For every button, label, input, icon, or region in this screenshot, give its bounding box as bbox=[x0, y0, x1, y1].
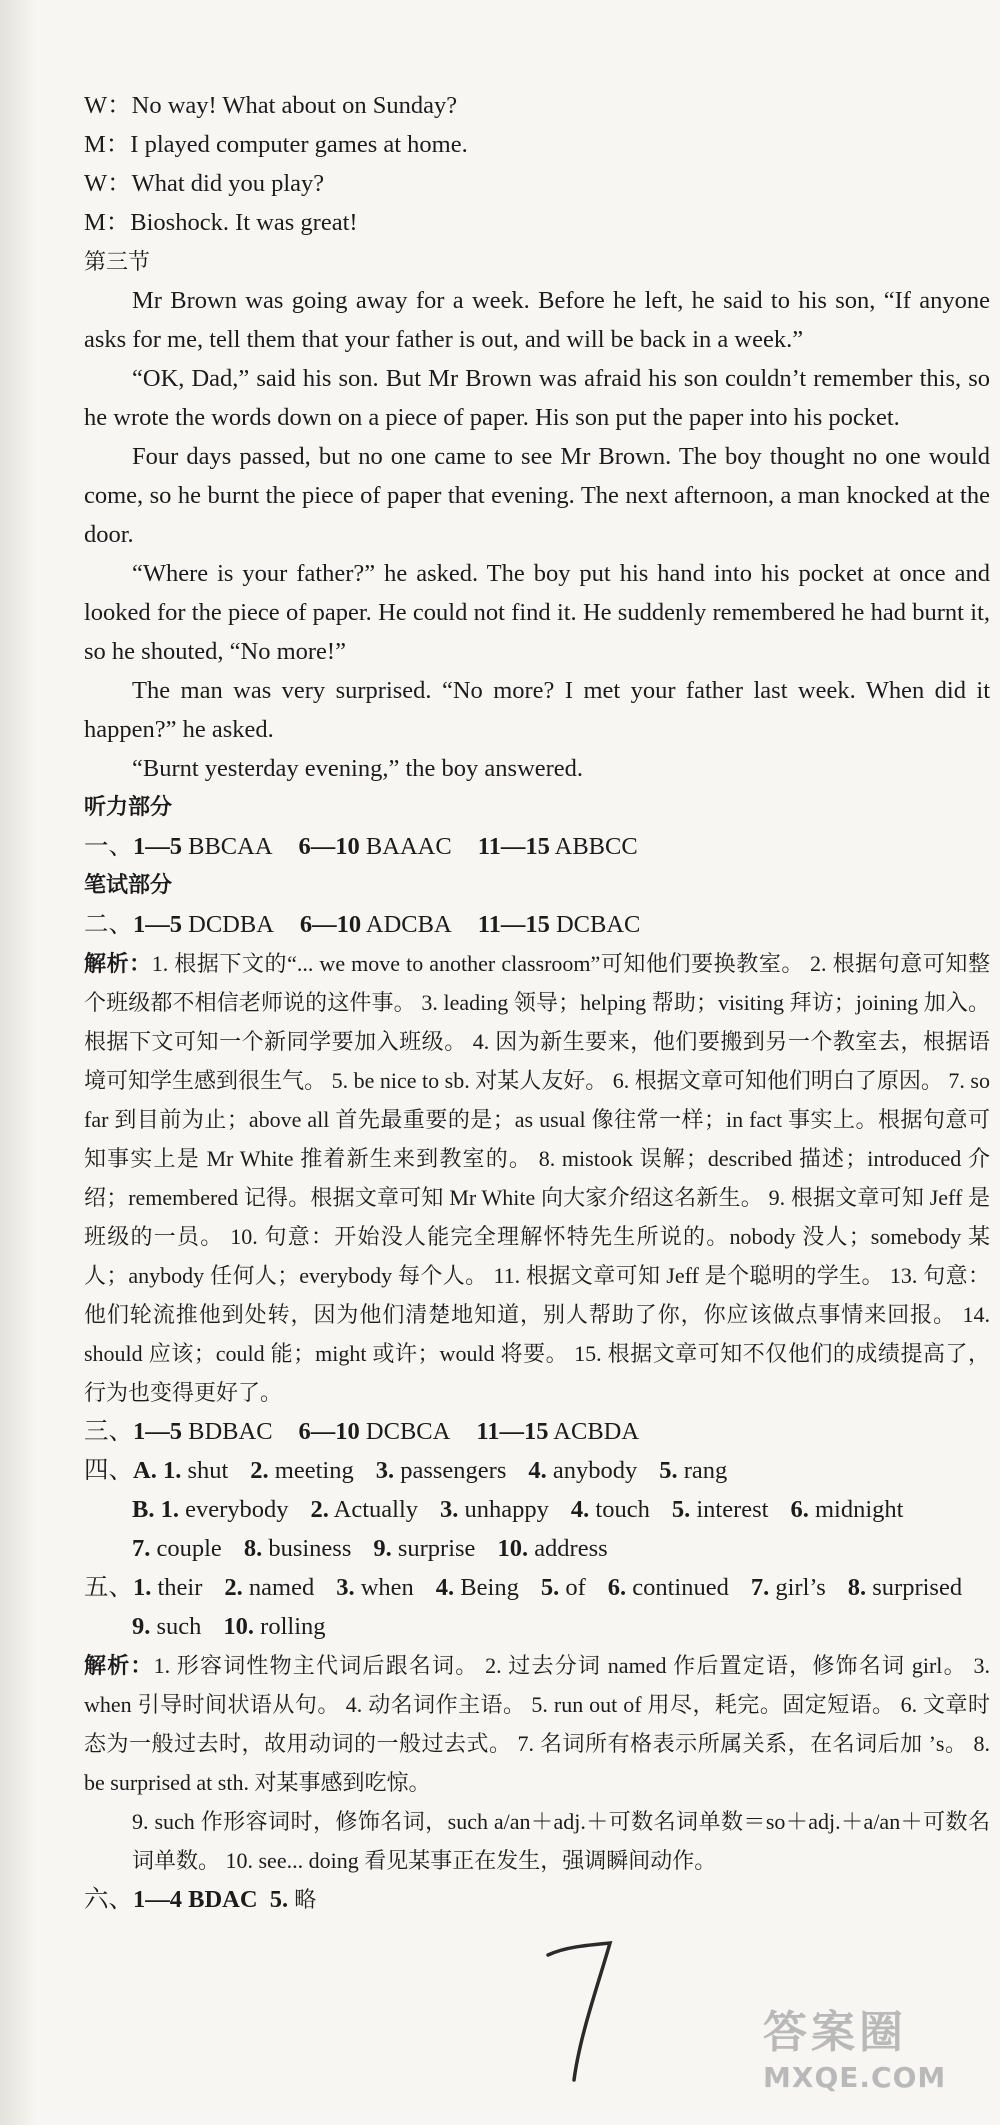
analysis-text: 9. such 作形容词时，修饰名词，such a/an＋adj.＋可数名词单数＝so＋adj.＋a/an＋可数名词单数。 10. see... doing 看见某事正在发生，强调瞬间动作。 bbox=[132, 1809, 990, 1873]
answer-prefix: 二、 bbox=[84, 911, 133, 938]
answer-prefix: 四、 bbox=[84, 1457, 133, 1484]
story-paragraph: “Burnt yesterday evening,” the boy answered. bbox=[132, 755, 584, 782]
dialogue-line: M：I played computer games at home. bbox=[84, 131, 468, 158]
analysis-label: 解析： bbox=[84, 951, 152, 976]
story-paragraph: “OK, Dad,” said his son. But Mr Brown was afraid his son couldn’t remember this, so he wrote the words down on a piece of paper. His son put the paper into his pocket. bbox=[84, 365, 990, 431]
listening-heading: 听力部分 bbox=[84, 795, 173, 820]
vocab-item: 3. unhappy bbox=[440, 1496, 549, 1523]
section5-row2 bbox=[84, 1607, 990, 1646]
analysis-text: 1. 根据下文的“... we move to another classroom”可知他们要换教室。 2. 根据句意可知整个班级都不相信老师说的这件事。 3. leading 领导；helping 帮助；visiting 拜访；joining 加入。根据下文可知一个新同学要加入班级。 4. 因为新生要来，他们要搬到另一个教室去，根据语境可知学生感到很生气。 5. be nice to sb. 对某人友好。 6. 根据文章可知他们明白了原因。 7. so far 到目前为止；above all 首先最重要的是；as usual 像往常一样；in fact 事实上。根据句意可知事实上是 Mr White 推着新生来到教室的。 8. mistook 误解；described 描述；introduced 介绍；remembered 记得。根据文章可知 Mr White 向大家介绍这名新生。 9. 根据文章可知 Jeff 是班级的一员。 10. 句意：开始没人能完全理解怀特先生所说的。nobody 没人；somebody 某人；anybody 任何人；everybody 每个人。 11. 根据文章可知 Jeff 是个聪明的学生。 13. 句意：他们轮流推他到处转，因为他们清楚地知道，别人帮助了你，你应该做点事情来回报。 14. should 应该；could 能；might 或许；would 将要。 15. 根据文章可知不仅他们的成绩提高了，行为也变得更好了。 bbox=[84, 951, 990, 1405]
vocab-item: 4. Being bbox=[435, 1574, 519, 1601]
story-block bbox=[84, 281, 990, 788]
dialogue-line: W：No way! What about on Sunday? bbox=[84, 92, 458, 119]
section3-heading: 第三节 bbox=[84, 249, 151, 274]
vocab-item: 10. address bbox=[497, 1535, 608, 1562]
vocab-item: 6. midnight bbox=[790, 1496, 904, 1523]
dialogue-line: W：What did you play? bbox=[84, 170, 325, 197]
section4-b-row2 bbox=[84, 1529, 990, 1568]
vocab-item: 5. of bbox=[540, 1574, 586, 1601]
dialogue-line: M：Bioshock. It was great! bbox=[84, 209, 358, 236]
section4-b-row1: B. 1. everybody 2. Actually 3. unhappy 4. touch 5. interest 6. midnight bbox=[132, 1496, 904, 1523]
answer-prefix: 三、 bbox=[84, 1418, 133, 1445]
answer-group: 11—15 DCBAC bbox=[477, 911, 641, 938]
vocab-item: 7. couple bbox=[132, 1535, 222, 1562]
vocab-item: 2. meeting bbox=[250, 1457, 354, 1484]
dialogue-block bbox=[84, 86, 990, 242]
page-number-7 bbox=[540, 1925, 620, 2085]
answer-prefix: 一、 bbox=[84, 833, 133, 860]
vocab-item: 4. touch bbox=[570, 1496, 650, 1523]
answer-prefix: 五、 bbox=[84, 1574, 133, 1601]
answer-group: 1—5 BBCAA bbox=[133, 833, 273, 860]
vocab-item: 8. surprised bbox=[847, 1574, 963, 1601]
vocab-item: 2. Actually bbox=[310, 1496, 419, 1523]
listening-answers bbox=[84, 827, 990, 866]
analysis-section5-cont bbox=[84, 1802, 990, 1880]
answer-group: 1—5 DCDBA bbox=[133, 911, 274, 938]
watermark-logo: 答案圈 MXQE.COM bbox=[763, 2007, 947, 2094]
answer-group: 6—10 BAAAC bbox=[298, 833, 452, 860]
vocab-item: 6. continued bbox=[607, 1574, 729, 1601]
vocab-item: 5. interest bbox=[671, 1496, 769, 1523]
section3-answers bbox=[84, 1412, 990, 1451]
section4-a-row: 四、A. 1. shut 2. meeting 3. passengers 4. anybody 5. rang bbox=[84, 1457, 728, 1484]
analysis-section2 bbox=[84, 944, 990, 1412]
answer-group: 11—15 ACBDA bbox=[476, 1418, 640, 1445]
analysis-section5 bbox=[84, 1646, 990, 1802]
answer-group: 1—5 BDBAC bbox=[133, 1418, 273, 1445]
analysis-label: 解析： bbox=[84, 1653, 154, 1678]
page-content bbox=[84, 86, 990, 1919]
story-paragraph: “Where is your father?” he asked. The boy put his hand into his pocket at once and looked for the piece of paper. He could not find it. He suddenly remembered he had burnt it, so he shouted, “No more!” bbox=[84, 560, 990, 665]
vocab-item: 9. such bbox=[132, 1613, 202, 1640]
vocab-item: 3. passengers bbox=[375, 1457, 507, 1484]
section2-answers bbox=[84, 905, 990, 944]
vocab-item: 2. named bbox=[224, 1574, 315, 1601]
answer-group: 11—15 ABBCC bbox=[477, 833, 638, 860]
section5-row1 bbox=[84, 1568, 990, 1607]
vocab-item: 10. rolling bbox=[223, 1613, 326, 1640]
written-heading: 笔试部分 bbox=[84, 873, 173, 898]
vocab-item: 3. when bbox=[336, 1574, 414, 1601]
story-paragraph: Mr Brown was going away for a week. Before he left, he said to his son, “If anyone asks for me, tell them that your father is out, and will be back in a week.” bbox=[84, 287, 990, 353]
answer-prefix: 六、 bbox=[84, 1886, 133, 1913]
vocab-item: 8. business bbox=[243, 1535, 352, 1562]
vocab-item: 5. rang bbox=[659, 1457, 728, 1484]
analysis-text: 1. 形容词性物主代词后跟名词。 2. 过去分词 named 作后置定语，修饰名词 girl。 3. when 引导时间状语从句。 4. 动名词作主语。 5. run out of 用尽，耗完。固定短语。 6. 文章时态为一般过去时，故用动词的一般过去式。 7. 名词所有格表示所属关系，在名词后加 ’s。 8. be surprised at sth. 对某事感到吃惊。 bbox=[84, 1653, 990, 1795]
story-paragraph: The man was very surprised. “No more? I met your father last week. When did it happen?” he asked. bbox=[84, 677, 990, 743]
answer-group: 6—10 DCBCA bbox=[298, 1418, 451, 1445]
story-paragraph: Four days passed, but no one came to see Mr Brown. The boy thought no one would come, so he burnt the piece of paper that evening. The next afternoon, a man knocked at the door. bbox=[84, 443, 990, 548]
answer-group: 6—10 ADCBA bbox=[299, 911, 452, 938]
vocab-item: 7. girl’s bbox=[750, 1574, 826, 1601]
vocab-item: 1. their bbox=[133, 1574, 203, 1601]
vocab-item: 1. shut bbox=[162, 1457, 229, 1484]
vocab-item: 9. surprise bbox=[373, 1535, 476, 1562]
scan-shadow-edge bbox=[0, 0, 38, 2125]
vocab-item: 4. anybody bbox=[528, 1457, 638, 1484]
vocab-item: 1. everybody bbox=[160, 1496, 289, 1523]
section6-answers: 六、1—4 BDAC 5. 略 bbox=[84, 1886, 317, 1913]
